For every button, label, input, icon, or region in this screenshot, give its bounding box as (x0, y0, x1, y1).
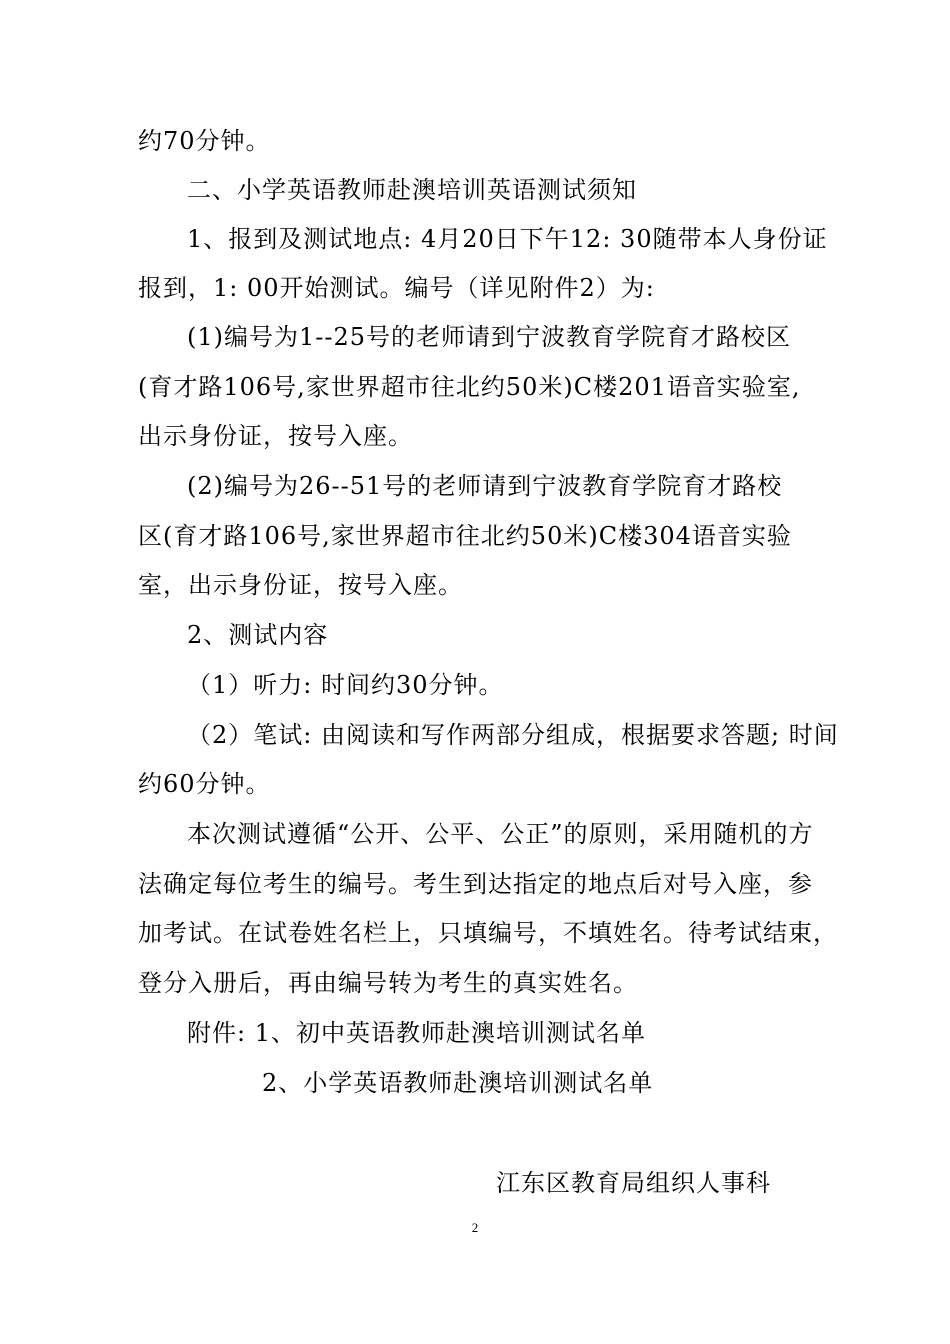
text-line: 加考试。在试卷姓名栏上，只填编号，不填姓名。待考试结束， (138, 919, 838, 947)
text-line: 室，出示身份证，按号入座。 (138, 571, 463, 599)
text-line: 约70分钟。 (138, 127, 271, 155)
text-line: (1)编号为1--25号的老师请到宁波教育学院育才路校区 (187, 323, 792, 351)
section-heading: 2、测试内容 (187, 621, 329, 649)
text-line: 报到，1: 00开始测试。编号（详见附件2）为: (138, 274, 655, 302)
text-line: 1、报到及测试地点: 4月20日下午12: 30随带本人身份证 (187, 225, 828, 253)
text-line: （2）笔试: 由阅读和写作两部分组成，根据要求答题; 时间 (187, 721, 839, 749)
text-line: 本次测试遵循“公开、公平、公正”的原则，采用随机的方 (187, 820, 814, 848)
attachment-line: 2、小学英语教师赴澳培训测试名单 (262, 1069, 654, 1097)
text-line: 登分入册后，再由编号转为考生的真实姓名。 (138, 969, 638, 997)
text-line: 出示身份证，按号入座。 (138, 422, 413, 450)
section-heading: 二、小学英语教师赴澳培训英语测试须知 (187, 176, 637, 204)
text-line: 区(育才路106号,家世界超市往北约50米)C楼304语音实验 (138, 522, 792, 550)
text-line: (2)编号为26--51号的老师请到宁波教育学院育才路校 (187, 472, 783, 500)
text-line: (育才路106号,家世界超市往北约50米)C楼201语音实验室, (138, 373, 801, 401)
text-line: 法确定每位考生的编号。考生到达指定的地点后对号入座，参 (138, 870, 813, 898)
signature: 江东区教育局组织人事科 (496, 1169, 771, 1197)
text-line: 约60分钟。 (138, 770, 271, 798)
text-line: （1）听力: 时间约30分钟。 (187, 671, 504, 699)
attachment-line: 附件: 1、初中英语教师赴澳培训测试名单 (187, 1019, 646, 1047)
page-number: 2 (471, 1220, 479, 1235)
